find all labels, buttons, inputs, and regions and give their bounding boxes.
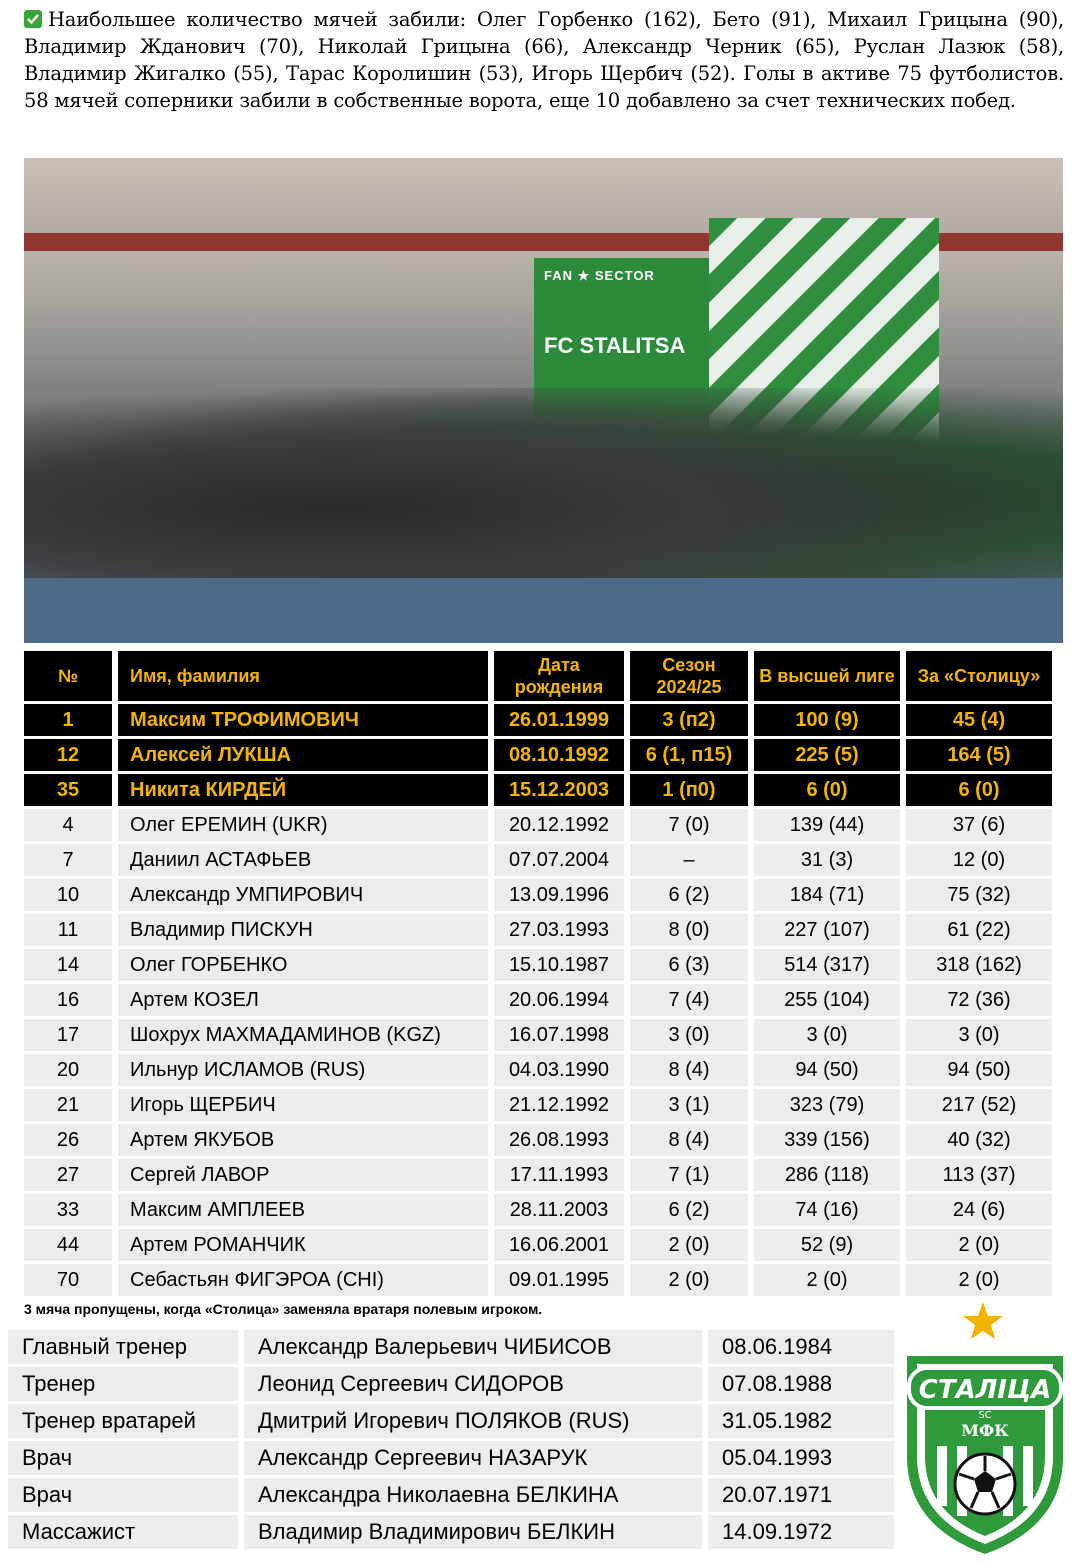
cell-top-league: 6 (0) xyxy=(754,774,906,806)
cell-for-club: 6 (0) xyxy=(906,774,1052,806)
cell-top-league: 139 (44) xyxy=(754,809,906,841)
roster-row-20 xyxy=(24,1054,1052,1086)
cell-num: 11 xyxy=(24,914,118,946)
cell-name: Никита КИРДЕЙ xyxy=(118,774,494,806)
roster-header-row xyxy=(24,651,1052,701)
cell-name: Артем КОЗЕЛ xyxy=(118,984,494,1016)
cell-season: 6 (2) xyxy=(630,1194,754,1226)
staff-name: Александра Николаевна БЕЛКИНА xyxy=(244,1478,708,1512)
staff-dob: 20.07.1971 xyxy=(708,1478,894,1512)
cell-name: Артем РОМАНЧИК xyxy=(118,1229,494,1261)
cell-top-league: 100 (9) xyxy=(754,704,906,736)
cell-top-league: 514 (317) xyxy=(754,949,906,981)
cell-top-league: 94 (50) xyxy=(754,1054,906,1086)
cell-top-league: 3 (0) xyxy=(754,1019,906,1051)
cell-for-club: 40 (32) xyxy=(906,1124,1052,1156)
cell-name: Шохрух МАХМАДАМИНОВ (KGZ) xyxy=(118,1019,494,1051)
col-header-num: № xyxy=(24,651,118,701)
cell-top-league: 225 (5) xyxy=(754,739,906,771)
staff-role: Тренер xyxy=(8,1367,244,1401)
cell-for-club: 37 (6) xyxy=(906,809,1052,841)
roster-row-14 xyxy=(24,949,1052,981)
cell-top-league: 286 (118) xyxy=(754,1159,906,1191)
team-photo xyxy=(24,158,1063,643)
cell-season: 8 (4) xyxy=(630,1124,754,1156)
cell-season: – xyxy=(630,844,754,876)
roster-row-10 xyxy=(24,879,1052,911)
staff-dob: 07.08.1988 xyxy=(708,1367,894,1401)
cell-name: Артем ЯКУБОВ xyxy=(118,1124,494,1156)
cell-dob: 07.07.2004 xyxy=(494,844,630,876)
checkmark-icon xyxy=(24,10,42,28)
cell-dob: 20.12.1992 xyxy=(494,809,630,841)
cell-season: 3 (п2) xyxy=(630,704,754,736)
staff-dob: 31.05.1982 xyxy=(708,1404,894,1438)
staff-dob: 08.06.1984 xyxy=(708,1330,894,1364)
roster-table xyxy=(24,648,1052,1299)
intro-text: Наибольшее количество мячей забили: Олег Горбенко (162), Бето (91), Михаил Грицына (90), Владимир Жданович (70), Николай Грицына (66), Александр Черник (65), Руслан Лазюк (58), Владимир Жигалко (55), Тарас Королишин (53), Игорь Щербич (52). Голы в активе 75 футболистов. 58 мячей соперники забили в собственные ворота, еще 10 добавлено за счет технических побед. xyxy=(24,8,1064,112)
roster-row-44 xyxy=(24,1229,1052,1261)
cell-for-club: 164 (5) xyxy=(906,739,1052,771)
col-header-name: Имя, фамилия xyxy=(118,651,494,701)
cell-num: 4 xyxy=(24,809,118,841)
roster-row-27 xyxy=(24,1159,1052,1191)
cell-top-league: 74 (16) xyxy=(754,1194,906,1226)
logo-letters: МФК xyxy=(961,1421,1009,1440)
staff-dob: 05.04.1993 xyxy=(708,1441,894,1475)
cell-name: Алексей ЛУКША xyxy=(118,739,494,771)
cell-num: 44 xyxy=(24,1229,118,1261)
cell-name: Себастьян ФИГЭРОА (CHI) xyxy=(118,1264,494,1296)
staff-name: Владимир Владимирович БЕЛКИН xyxy=(244,1515,708,1549)
staff-name: Дмитрий Игоревич ПОЛЯКОВ (RUS) xyxy=(244,1404,708,1438)
staff-role: Врач xyxy=(8,1478,244,1512)
staff-row xyxy=(8,1441,894,1475)
banner-text-fan-sector: FAN ★ SECTOR xyxy=(544,268,655,283)
col-header-dob: Дата рождения xyxy=(494,651,630,701)
cell-name: Максим ТРОФИМОВИЧ xyxy=(118,704,494,736)
cell-name: Олег ЕРЕМИН (UKR) xyxy=(118,809,494,841)
cell-season: 8 (0) xyxy=(630,914,754,946)
cell-season: 2 (0) xyxy=(630,1229,754,1261)
cell-for-club: 2 (0) xyxy=(906,1229,1052,1261)
cell-num: 35 xyxy=(24,774,118,806)
cell-num: 21 xyxy=(24,1089,118,1121)
cell-for-club: 61 (22) xyxy=(906,914,1052,946)
cell-for-club: 318 (162) xyxy=(906,949,1052,981)
roster-row-70 xyxy=(24,1264,1052,1296)
cell-name: Сергей ЛАВОР xyxy=(118,1159,494,1191)
cell-dob: 17.11.1993 xyxy=(494,1159,630,1191)
cell-season: 3 (0) xyxy=(630,1019,754,1051)
team-group xyxy=(24,388,1063,588)
cell-season: 3 (1) xyxy=(630,1089,754,1121)
cell-dob: 26.01.1999 xyxy=(494,704,630,736)
cell-season: 2 (0) xyxy=(630,1264,754,1296)
cell-dob: 16.07.1998 xyxy=(494,1019,630,1051)
staff-dob: 14.09.1972 xyxy=(708,1515,894,1549)
cell-season: 6 (2) xyxy=(630,879,754,911)
staff-role: Врач xyxy=(8,1441,244,1475)
banner-text-fc-stalitsa: FC STALITSA xyxy=(544,333,686,358)
cell-for-club: 45 (4) xyxy=(906,704,1052,736)
staff-role: Главный тренер xyxy=(8,1330,244,1364)
roster-row-33 xyxy=(24,1194,1052,1226)
cell-dob: 26.08.1993 xyxy=(494,1124,630,1156)
cell-dob: 27.03.1993 xyxy=(494,914,630,946)
cell-num: 70 xyxy=(24,1264,118,1296)
staff-row xyxy=(8,1367,894,1401)
cell-num: 17 xyxy=(24,1019,118,1051)
cell-for-club: 217 (52) xyxy=(906,1089,1052,1121)
cell-name: Даниил АСТАФЬЕВ xyxy=(118,844,494,876)
cell-for-club: 12 (0) xyxy=(906,844,1052,876)
cell-dob: 21.12.1992 xyxy=(494,1089,630,1121)
cell-top-league: 323 (79) xyxy=(754,1089,906,1121)
cell-dob: 13.09.1996 xyxy=(494,879,630,911)
cell-top-league: 255 (104) xyxy=(754,984,906,1016)
staff-role: Тренер вратарей xyxy=(8,1404,244,1438)
cell-num: 14 xyxy=(24,949,118,981)
cell-top-league: 31 (3) xyxy=(754,844,906,876)
staff-row xyxy=(8,1404,894,1438)
cell-num: 27 xyxy=(24,1159,118,1191)
cell-for-club: 94 (50) xyxy=(906,1054,1052,1086)
roster-row-35 xyxy=(24,774,1052,806)
cell-dob: 20.06.1994 xyxy=(494,984,630,1016)
cell-num: 7 xyxy=(24,844,118,876)
cell-dob: 09.01.1995 xyxy=(494,1264,630,1296)
roster-footnote: 3 мяча пропущены, когда «Столица» заменяла вратаря полевым игроком. xyxy=(24,1301,543,1317)
cell-name: Максим АМПЛЕЕВ xyxy=(118,1194,494,1226)
cell-dob: 15.12.2003 xyxy=(494,774,630,806)
star-icon xyxy=(963,1302,1003,1339)
cell-for-club: 113 (37) xyxy=(906,1159,1052,1191)
cell-for-club: 72 (36) xyxy=(906,984,1052,1016)
roster-row-12 xyxy=(24,739,1052,771)
cell-num: 26 xyxy=(24,1124,118,1156)
cell-dob: 04.03.1990 xyxy=(494,1054,630,1086)
staff-role: Массажист xyxy=(8,1515,244,1549)
staff-name: Александр Сергеевич НАЗАРУК xyxy=(244,1441,708,1475)
roster-row-16 xyxy=(24,984,1052,1016)
roster-row-21 xyxy=(24,1089,1052,1121)
logo-sc: SC xyxy=(978,1410,992,1421)
staff-row xyxy=(8,1515,894,1549)
col-header-season: Сезон 2024/25 xyxy=(630,651,754,701)
cell-dob: 15.10.1987 xyxy=(494,949,630,981)
cell-top-league: 339 (156) xyxy=(754,1124,906,1156)
cell-season: 7 (0) xyxy=(630,809,754,841)
cell-dob: 08.10.1992 xyxy=(494,739,630,771)
cell-name: Владимир ПИСКУН xyxy=(118,914,494,946)
cell-num: 1 xyxy=(24,704,118,736)
cell-for-club: 2 (0) xyxy=(906,1264,1052,1296)
cell-num: 12 xyxy=(24,739,118,771)
col-header-for-club: За «Столицу» xyxy=(906,651,1052,701)
staff-row xyxy=(8,1330,894,1364)
cell-for-club: 75 (32) xyxy=(906,879,1052,911)
staff-table xyxy=(8,1327,894,1552)
cell-name: Ильнур ИСЛАМОВ (RUS) xyxy=(118,1054,494,1086)
roster-row-11 xyxy=(24,914,1052,946)
club-logo xyxy=(895,1296,1075,1556)
cell-num: 20 xyxy=(24,1054,118,1086)
cell-dob: 16.06.2001 xyxy=(494,1229,630,1261)
cell-season: 6 (1, п15) xyxy=(630,739,754,771)
roster-row-26 xyxy=(24,1124,1052,1156)
cell-name: Александр УМПИРОВИЧ xyxy=(118,879,494,911)
cell-num: 10 xyxy=(24,879,118,911)
roster-row-4 xyxy=(24,809,1052,841)
col-header-top-league: В высшей лиге xyxy=(754,651,906,701)
cell-season: 6 (3) xyxy=(630,949,754,981)
cell-for-club: 24 (6) xyxy=(906,1194,1052,1226)
roster-row-1 xyxy=(24,704,1052,736)
cell-season: 8 (4) xyxy=(630,1054,754,1086)
cell-top-league: 2 (0) xyxy=(754,1264,906,1296)
staff-name: Леонид Сергеевич СИДОРОВ xyxy=(244,1367,708,1401)
cell-season: 7 (1) xyxy=(630,1159,754,1191)
cell-top-league: 184 (71) xyxy=(754,879,906,911)
roster-row-17 xyxy=(24,1019,1052,1051)
staff-row xyxy=(8,1478,894,1512)
cell-name: Олег ГОРБЕНКО xyxy=(118,949,494,981)
cell-dob: 28.11.2003 xyxy=(494,1194,630,1226)
cell-num: 33 xyxy=(24,1194,118,1226)
staff-name: Александр Валерьевич ЧИБИСОВ xyxy=(244,1330,708,1364)
cell-top-league: 52 (9) xyxy=(754,1229,906,1261)
cell-season: 7 (4) xyxy=(630,984,754,1016)
cell-season: 1 (п0) xyxy=(630,774,754,806)
logo-wordmark: СТАЛIЦА xyxy=(918,1375,1052,1405)
cell-for-club: 3 (0) xyxy=(906,1019,1052,1051)
intro-paragraph xyxy=(24,6,1064,114)
cell-num: 16 xyxy=(24,984,118,1016)
cell-name: Игорь ЩЕРБИЧ xyxy=(118,1089,494,1121)
roster-row-7 xyxy=(24,844,1052,876)
cell-top-league: 227 (107) xyxy=(754,914,906,946)
